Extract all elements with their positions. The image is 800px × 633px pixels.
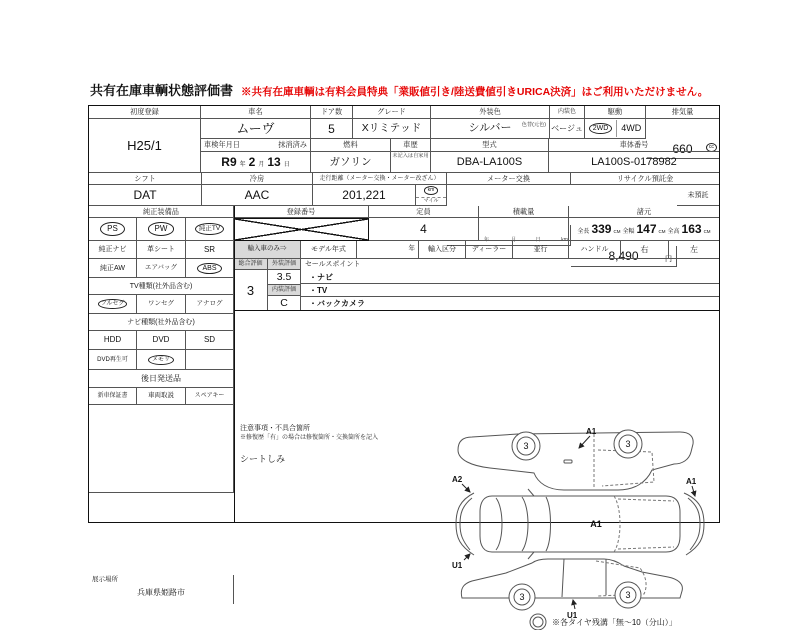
oem-aw: 純正AW [89, 259, 137, 278]
sales-point-cell [301, 259, 719, 311]
int-color-label: 内装色 [550, 106, 585, 119]
oem-navi: 純正ナビ [89, 241, 137, 259]
specs-cell [569, 218, 719, 241]
width-value: 147 [636, 222, 657, 236]
height-label: 全高 [667, 229, 680, 235]
grade-label: グレード [353, 106, 431, 119]
vehicle-manual: 車両取説 [137, 388, 186, 405]
memory-selected: メモリ [148, 355, 174, 365]
oem-equipment-label: 純正装備品 [89, 206, 234, 218]
left-blank-area [89, 405, 234, 493]
notice-text: ※共有在庫車輌は有料会員特典「業販値引き/陸送費値引きURICA決済」はご利用いただけません。 [241, 86, 709, 98]
damage-label-u1: U1 [452, 561, 463, 570]
damage-label-a1: A1 [686, 477, 697, 486]
meter-exchange-label: メーター交換 [447, 173, 571, 185]
caution-label: 注意事項・不具合箇所 [240, 425, 310, 432]
car-name-value: ムーヴ [201, 119, 311, 139]
hdd: HDD [89, 331, 137, 350]
not-deposited: 未預託 [677, 185, 719, 206]
overall-eval-value: 3 [234, 270, 268, 311]
meter-year-unit: 年 [483, 236, 490, 243]
import-dealer: ディーラー [466, 241, 513, 259]
abs-cell [186, 259, 234, 278]
load-label: 積載量 [479, 206, 569, 218]
defect-note: シートしみ [240, 454, 286, 464]
pw-cell [137, 218, 186, 241]
width-label: 全幅 [622, 229, 635, 235]
wheel-grade: 3 [625, 590, 631, 600]
dvd: DVD [137, 331, 186, 350]
yen-unit: 円 [665, 256, 672, 263]
inspection-day: 13 [267, 155, 281, 169]
chassis-label: 車体番号 [549, 139, 719, 152]
recycle-label: リサイクル預託金 [571, 173, 719, 185]
dvd-playable: DVD再生可 [89, 350, 137, 370]
sr: SR [186, 241, 234, 259]
analog: アナログ [186, 295, 234, 314]
mileage-label: 走行距離（メーター交換・メーター改ざん） [313, 173, 447, 185]
sales-point-item: ・ナビ [301, 271, 719, 284]
mileage-value: 201,221 [313, 185, 416, 206]
fuel-label: 燃料 [311, 139, 391, 152]
cm-unit-1: CM [613, 229, 621, 234]
year-unit: 年 [239, 162, 246, 168]
meter-month-unit: 月 [510, 236, 517, 243]
caution-sub-label: ※修復歴「有」の場合は修復箇所・交換箇所を記入 [240, 435, 379, 441]
left-column-divider [234, 206, 235, 522]
fuel-value: ガソリン [311, 152, 391, 173]
import-parallel: 並行 [513, 241, 569, 259]
ext-color-cell [431, 119, 550, 139]
model-code-value: DBA-LA100S [431, 152, 549, 173]
shift-value: DAT [89, 185, 202, 206]
history-label: 車歴 [391, 139, 431, 152]
leather-seat: 革シート [137, 241, 186, 259]
ps-selected: PS [100, 222, 125, 236]
location-value: 兵庫県姫路市 [137, 587, 185, 597]
grade-value: Xリミテッド [353, 119, 431, 139]
full-seg-cell [89, 295, 137, 314]
drive-2wd-selected: 2WD [589, 123, 613, 134]
exterior-eval-value: 3.5 [268, 270, 301, 285]
load-value-empty [479, 218, 569, 241]
capacity-label: 定員 [369, 206, 479, 218]
pw-selected: PW [148, 222, 175, 236]
damage-label-a1: A1 [590, 519, 602, 529]
month-unit: 月 [258, 162, 265, 168]
one-seg: ワンセグ [137, 295, 186, 314]
memory-cell [137, 350, 186, 370]
notes-area [234, 422, 719, 633]
tv-type-label: TV種類(社外品含む) [89, 278, 234, 295]
history-note: 未記入は自家用 [391, 152, 431, 173]
shift-label: シフト [89, 173, 202, 185]
inspection-year: R9 [221, 155, 237, 169]
specs-label: 諸元 [569, 206, 719, 218]
doors-value: 5 [311, 119, 353, 139]
day-unit: 日 [283, 162, 290, 168]
ps-cell [89, 218, 137, 241]
meter-day-unit: 日 [535, 236, 541, 243]
interior-eval-value: C [268, 296, 301, 311]
inspection-label: 車検年月日 [204, 140, 240, 150]
wheel-grade: 3 [519, 592, 525, 602]
length-value: 339 [591, 222, 612, 236]
warranty-book: 新車保証書 [89, 388, 137, 405]
later-shipment-label: 後日発送品 [89, 370, 234, 388]
sales-point-item: ・バックカメラ [309, 299, 365, 308]
page-title: 共有在庫車輌状態評価書 [90, 83, 234, 98]
model-code-label: 型式 [431, 139, 549, 152]
recycle-fee-value: 8,490 [608, 249, 639, 263]
displacement-value: 660 [672, 141, 693, 156]
sd: SD [186, 331, 234, 350]
full-seg-selected: フルセグ [98, 299, 128, 309]
inspection-month: 2 [248, 155, 256, 169]
navi-type-label: ナビ種類(社外品含む) [89, 314, 234, 331]
damage-label-a2: A2 [452, 475, 463, 484]
ac-value: AAC [202, 185, 313, 206]
handle-left: 左 [669, 241, 719, 259]
drive-4wd: 4WD [616, 120, 641, 137]
handle-right: 右 [621, 241, 669, 259]
overall-eval-label: 総合評価 [234, 259, 268, 270]
notes-section-divider [234, 310, 719, 311]
first-reg-value: H25/1 [89, 119, 201, 173]
model-year-label: モデル年式 [301, 241, 357, 259]
sales-point-label: セールスポイント [305, 261, 361, 268]
tire-note: ※各タイヤ残溝「無～10（分山）」 [552, 618, 677, 627]
oem-tv-cell [186, 218, 234, 241]
length-label: 全長 [577, 229, 590, 235]
exterior-eval-label: 外装評価 [268, 259, 301, 270]
import-class-label: 輸入区分 [419, 241, 466, 259]
wheel-grade: 3 [625, 439, 631, 449]
car-name-label: 車名 [201, 106, 311, 119]
drive-label: 駆動 [585, 106, 646, 119]
abs-selected: ABS [197, 263, 221, 274]
km-unit-selected: km [424, 186, 439, 195]
chassis-value: LA100S-0178982 [549, 152, 719, 173]
capacity-value: 4 [369, 218, 479, 241]
interior-eval-label: 内装評価 [268, 285, 301, 296]
int-color-value: ベージュ [550, 119, 585, 139]
car-condition-diagram [448, 426, 716, 630]
wheel-grade: 3 [523, 441, 529, 451]
import-only-label: 輸入車のみ⇒ [234, 241, 301, 259]
handle-label: ハンドル [569, 241, 621, 259]
navi-type-empty [186, 350, 234, 370]
damage-label-u1: U1 [567, 611, 578, 620]
model-year-unit: 年 [357, 241, 419, 259]
cm-unit-3: CM [703, 229, 711, 234]
ac-label: 冷房 [202, 173, 313, 185]
ext-color-value: シルバー [468, 122, 512, 134]
airbag: エアバッグ [137, 259, 186, 278]
erased-label: 抹消済み [278, 140, 307, 150]
sales-point-item: ・TV [301, 284, 719, 297]
cm-unit-2: CM [658, 229, 666, 234]
oem-tv-selected: 純正TV [195, 223, 224, 236]
color-change-label: 色替(元色) [521, 122, 546, 128]
inspection-date-cell [201, 152, 311, 173]
main-table [88, 105, 720, 627]
displacement-label: 排気量 [646, 106, 719, 119]
damage-label-a1: A1 [586, 427, 597, 436]
cc-unit: cc [706, 143, 717, 152]
height-value: 163 [681, 222, 702, 236]
first-reg-label: 初度登録 [89, 106, 201, 119]
drive-cell [585, 119, 646, 139]
km-mile-cell [416, 185, 447, 206]
mile-unit: マイル [416, 197, 446, 204]
location-label: 展示場所 [92, 576, 118, 583]
ext-color-label: 外装色 [431, 106, 550, 119]
reg-number-crossed-box [234, 218, 369, 241]
doors-label: ドア数 [311, 106, 353, 119]
spare-key: スペアキー [186, 388, 234, 405]
meter-km-unit: km [561, 236, 568, 243]
reg-number-label: 登録番号 [234, 206, 369, 218]
inspection-label-cell [201, 139, 311, 152]
title-bar [90, 80, 708, 100]
